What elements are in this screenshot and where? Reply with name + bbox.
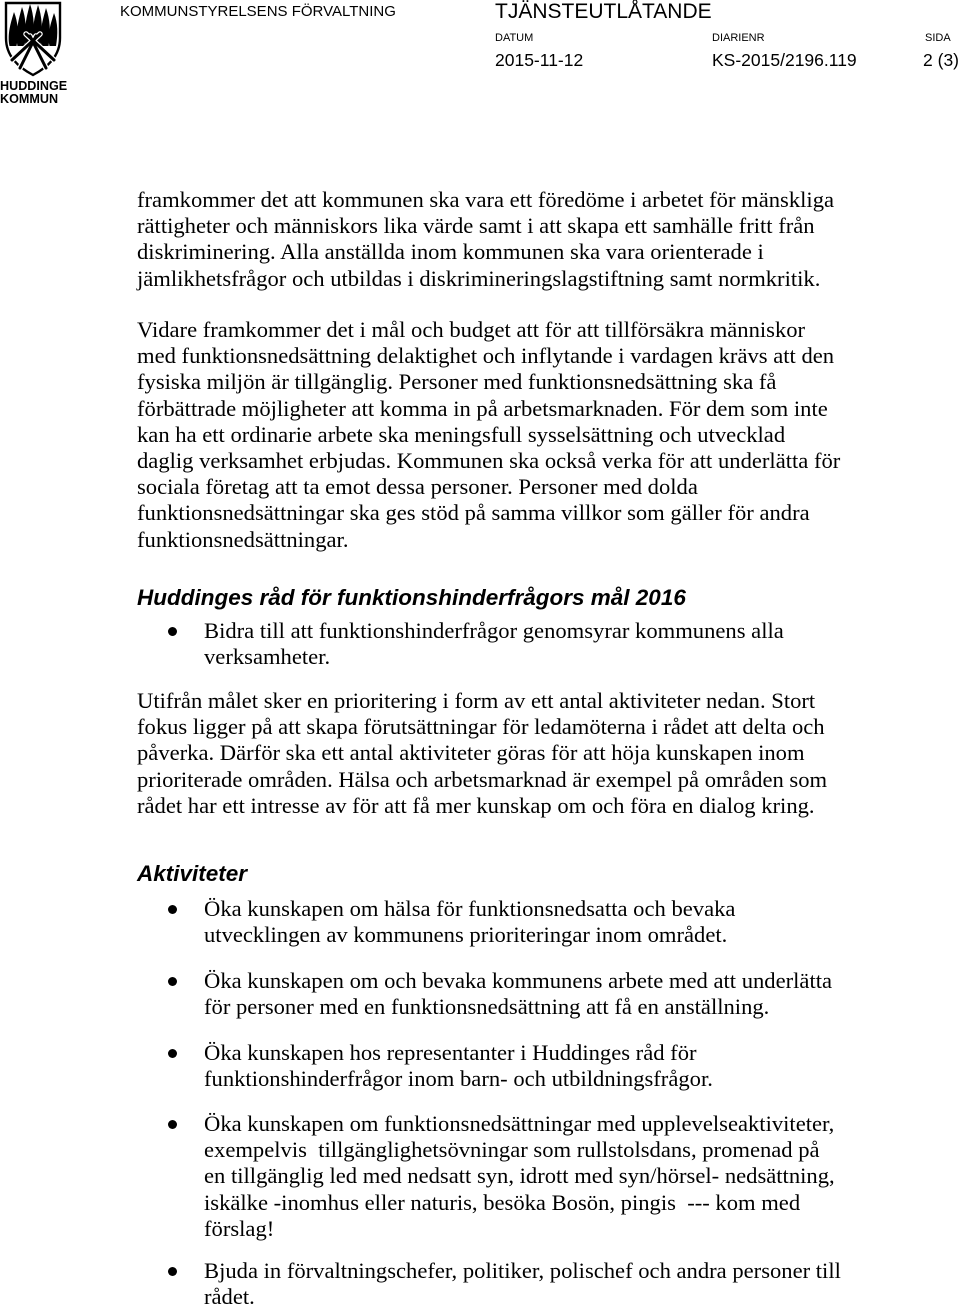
paragraph-line: rådet har ett intresse av för att få mer kunskap om och föra en dialog kring. — [137, 792, 815, 818]
paragraph-line: funktionsnedsättningar ska ges stöd på samma villkor som gäller för andra — [137, 500, 810, 526]
bullet-icon — [168, 1049, 177, 1058]
page-number: 2 (3) — [923, 50, 959, 70]
paragraph-line: prioriterade områden. Hälsa och arbetsmarknad är exempel på områden som — [137, 766, 828, 792]
activity-line: Öka kunskapen om hälsa för funktionsnedsatta och bevaka — [204, 896, 736, 921]
goal-line: verksamheter. — [204, 644, 331, 670]
goal-line: Bidra till att funktionshinderfrågor genomsyrar kommunens alla — [204, 618, 784, 643]
activity-line: Bjuda in förvaltningschefer, politiker, polischef och andra personer till — [204, 1258, 841, 1283]
activities-heading: Aktiviteter — [137, 861, 248, 886]
paragraph-line: Vidare framkommer det i mål och budget att för att tillförsäkra människor — [137, 317, 806, 342]
paragraph-3 — [137, 688, 897, 819]
activity-item — [168, 1258, 868, 1309]
paragraph-line: jämlikhetsfrågor och utbildas i diskrimineringslagstiftning samt normkritik. — [137, 265, 821, 291]
activity-item — [168, 896, 868, 948]
paragraph-line: med funktionsnedsättning delaktighet och inflytande i vardagen krävs att den — [137, 343, 835, 369]
bullet-icon — [168, 627, 177, 636]
activity-line: utvecklingen av kommunens prioriteringar inom området. — [204, 922, 728, 948]
goal-item — [168, 618, 868, 670]
paragraph-line: kan ha ett ordinarie arbete ska meningsfull sysselsättning och utvecklad — [137, 421, 786, 447]
activity-line: en tillgänglig led med nedsatt syn, idrott med syn/hörsel- nedsättning, — [204, 1163, 835, 1189]
activity-line: rådet. — [204, 1283, 255, 1309]
paragraph-line: daglig verksamhet erbjudas. Kommunen ska också verka för att underlätta för — [137, 448, 841, 474]
goals-heading: Huddinges råd för funktionshinderfrågors mål 2016 — [137, 585, 686, 610]
paragraph-line: sociala företag att ta emot dessa personer. Personer med dolda — [137, 474, 698, 500]
huddinge-coat-of-arms-icon — [0, 0, 66, 78]
document-type: TJÄNSTEUTLÅTANDE — [495, 0, 712, 23]
activity-item — [168, 1040, 868, 1092]
date-label: DATUM — [495, 32, 534, 44]
activity-line: exempelvis tillgänglighetsövningar som rullstolsdans, promenad på — [204, 1137, 820, 1163]
activity-line: Öka kunskapen hos representanter i Huddinges råd för — [204, 1040, 697, 1065]
paragraph-line: rättigheter och människors lika värde samt i att skapa ett samhälle fritt från — [137, 213, 815, 239]
bullet-icon — [168, 1267, 177, 1276]
activity-item — [168, 968, 868, 1020]
activity-line: Öka kunskapen om och bevaka kommunens arbete med att underlätta — [204, 968, 833, 993]
activity-item — [168, 1111, 868, 1242]
activity-line: för personer med en funktionsnedsättning att få en anställning. — [204, 994, 770, 1020]
date-value: 2015-11-12 — [495, 50, 584, 70]
activity-line: funktionshinderfrågor inom barn- och utbildningsfrågor. — [204, 1066, 713, 1092]
bullet-icon — [168, 905, 177, 914]
paragraph-1 — [137, 187, 897, 292]
paragraph-line: förbättrade möjligheter att komma in på arbetsmarknaden. För dem som inte — [137, 395, 828, 421]
activity-line: förslag! — [204, 1215, 275, 1241]
paragraph-line: funktionsnedsättningar. — [137, 526, 349, 552]
page-label: SIDA — [925, 32, 951, 44]
paragraph-line: fokus ligger på att skapa förutsättningar för ledamöterna i rådet att delta och — [137, 714, 825, 740]
registry-label: DIARIENR — [712, 32, 765, 44]
registry-number: KS-2015/2196.119 — [712, 50, 857, 70]
paragraph-line: fysiska miljön är tillgänglig. Personer med funktionsnedsättning ska få — [137, 369, 777, 395]
paragraph-line: diskriminering. Alla anställda inom kommunen ska vara orienterade i — [137, 239, 764, 265]
logo-text-line-1: HUDDINGE — [0, 79, 68, 93]
department-name: KOMMUNSTYRELSENS FÖRVALTNING — [120, 3, 396, 20]
paragraph-line: framkommer det att kommunen ska vara ett föredöme i arbetet för mänskliga — [137, 187, 835, 212]
paragraph-line: Utifrån målet sker en prioritering i form av ett antal aktiviteter nedan. Stort — [137, 688, 816, 713]
paragraph-2 — [137, 317, 897, 553]
activity-line: iskälke -inomhus eller naturis, besöka Bosön, pingis --- kom med — [204, 1189, 801, 1215]
bullet-icon — [168, 977, 177, 986]
logo-text-line-2: KOMMUN — [0, 92, 59, 106]
paragraph-line: påverka. Därför ska ett antal aktiviteter göras för att höja kunskapen inom — [137, 740, 805, 766]
activity-line: Öka kunskapen om funktionsnedsättningar med upplevelseaktiviteter, — [204, 1111, 835, 1136]
bullet-icon — [168, 1120, 177, 1129]
